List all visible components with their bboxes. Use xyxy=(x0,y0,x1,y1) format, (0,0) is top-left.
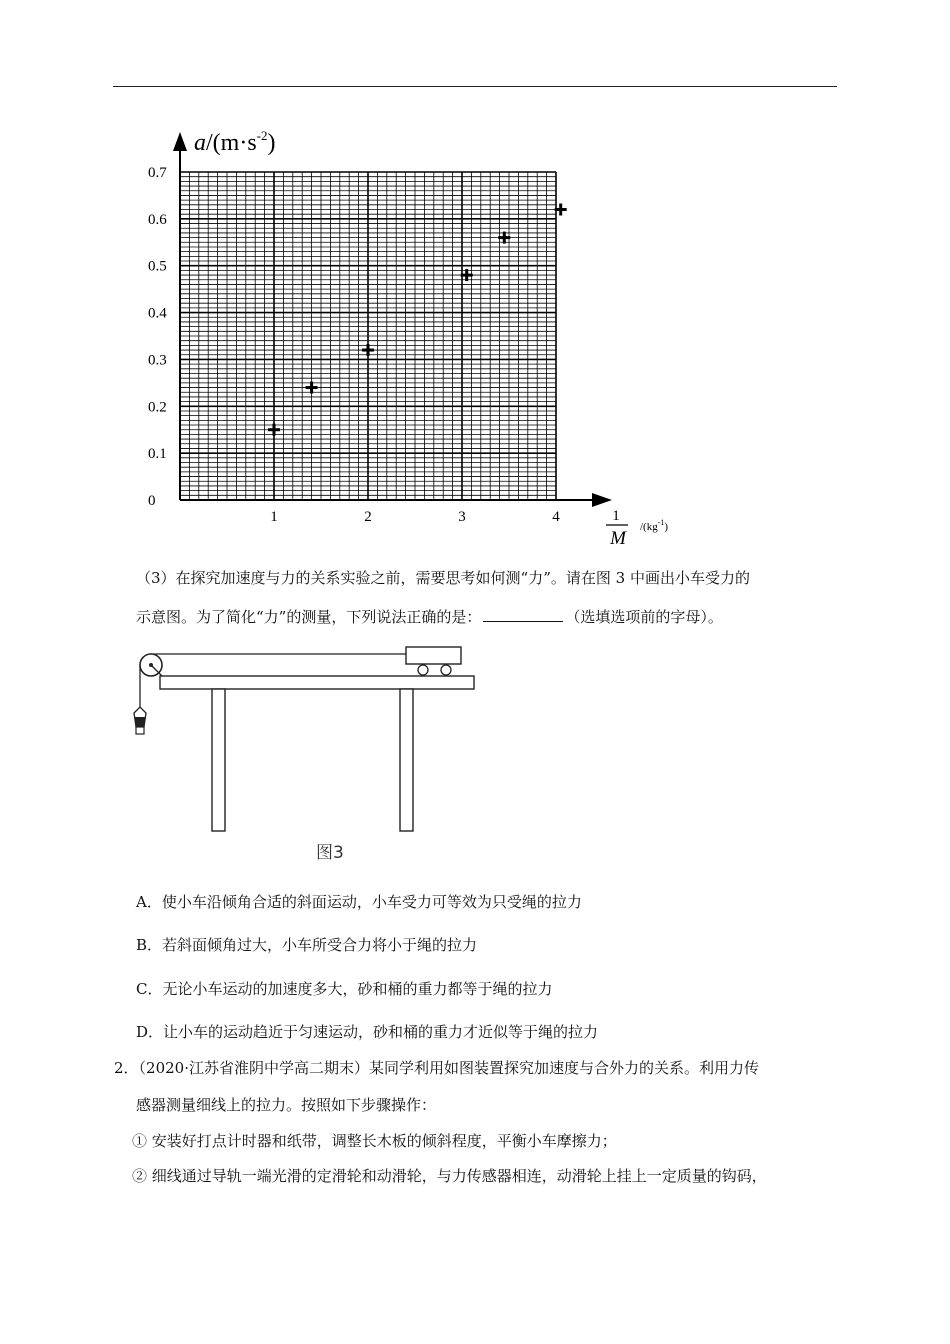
y-tick-label: 0 xyxy=(148,493,156,509)
option-d: D．让小车的运动趋近于匀速运动，砂和桶的重力才近似等于绳的拉力 xyxy=(136,1023,599,1041)
option-c: C．无论小车运动的加速度多大，砂和桶的重力都等于绳的拉力 xyxy=(136,980,553,998)
x-axis-arrow xyxy=(592,493,612,507)
cart-wheel-left xyxy=(418,665,428,675)
table-leg-left xyxy=(212,689,225,831)
x-label-numerator: 1 xyxy=(612,508,620,524)
x-tick-label: 2 xyxy=(364,509,372,525)
figure3-caption: 图3 xyxy=(316,843,344,863)
cart-wheel-right xyxy=(441,665,451,675)
data-point-marker xyxy=(498,232,510,244)
x-tick-label: 3 xyxy=(458,509,466,525)
x-tick-label: 1 xyxy=(270,509,278,525)
data-point-marker xyxy=(362,344,374,356)
acceleration-vs-inverse-mass-chart xyxy=(140,120,700,552)
data-point-marker xyxy=(306,382,318,394)
question3-line2 xyxy=(136,606,723,628)
x-tick-label: 4 xyxy=(552,509,560,525)
table-leg-right xyxy=(400,689,413,831)
question2-step1: ① 安装好打点计时器和纸带，调整长木板的倾斜程度，平衡小车摩擦力； xyxy=(132,1132,617,1150)
figure3-apparatus xyxy=(130,645,490,840)
y-tick-label: 0.2 xyxy=(148,399,167,416)
bucket-sand xyxy=(135,717,145,727)
y-tick-label: 0.3 xyxy=(148,352,167,369)
option-b: B．若斜面倾角过大，小车所受合力将小于绳的拉力 xyxy=(136,936,478,954)
y-axis-label: $a/(m\cdot s^{-2})$ xyxy=(194,128,276,156)
bucket-base xyxy=(136,727,144,734)
question2-line1: 2．（2020·江苏省淮阴中学高二期末）某同学利用如图装置探究加速度与合外力的关系。利用力传 xyxy=(114,1059,759,1077)
table-top xyxy=(160,676,474,689)
x-axis-label xyxy=(606,508,668,549)
data-point-marker xyxy=(268,424,280,436)
chart-grid xyxy=(180,172,556,500)
y-tick-label: 0.4 xyxy=(148,305,167,322)
chart-axes xyxy=(173,132,612,507)
y-tick-label: 0.6 xyxy=(148,211,167,228)
question3-prompt: 示意图。为了简化“力”的测量，下列说法正确的是： xyxy=(136,608,482,626)
y-tick-label: 0.1 xyxy=(148,446,167,463)
y-tick-label: 0.7 xyxy=(148,165,167,181)
y-tick-label: 0.5 xyxy=(148,258,167,275)
answer-blank xyxy=(483,607,563,622)
x-label-denominator: M xyxy=(610,528,626,549)
cart-body xyxy=(406,647,461,664)
question3-instruction: （选填选项前的字母）。 xyxy=(565,608,723,626)
data-points xyxy=(268,203,567,435)
option-a: A．使小车沿倾角合适的斜面运动，小车受力可等效为只受绳的拉力 xyxy=(136,893,582,911)
question2-line2: 感器测量细线上的拉力。按照如下步骤操作： xyxy=(136,1096,437,1114)
x-label-unit: $/(kg^{-1})$ xyxy=(640,518,669,533)
header-rule xyxy=(113,86,837,87)
question3-line1: （3）在探究加速度与力的关系实验之前，需要思考如何测“力”。请在图 3 中画出小车受力的 xyxy=(136,569,750,587)
y-axis-arrow xyxy=(173,132,187,151)
question2-step2: ② 细线通过导轨一端光滑的定滑轮和动滑轮，与力传感器相连，动滑轮上挂上一定质量的钩码， xyxy=(132,1167,767,1185)
